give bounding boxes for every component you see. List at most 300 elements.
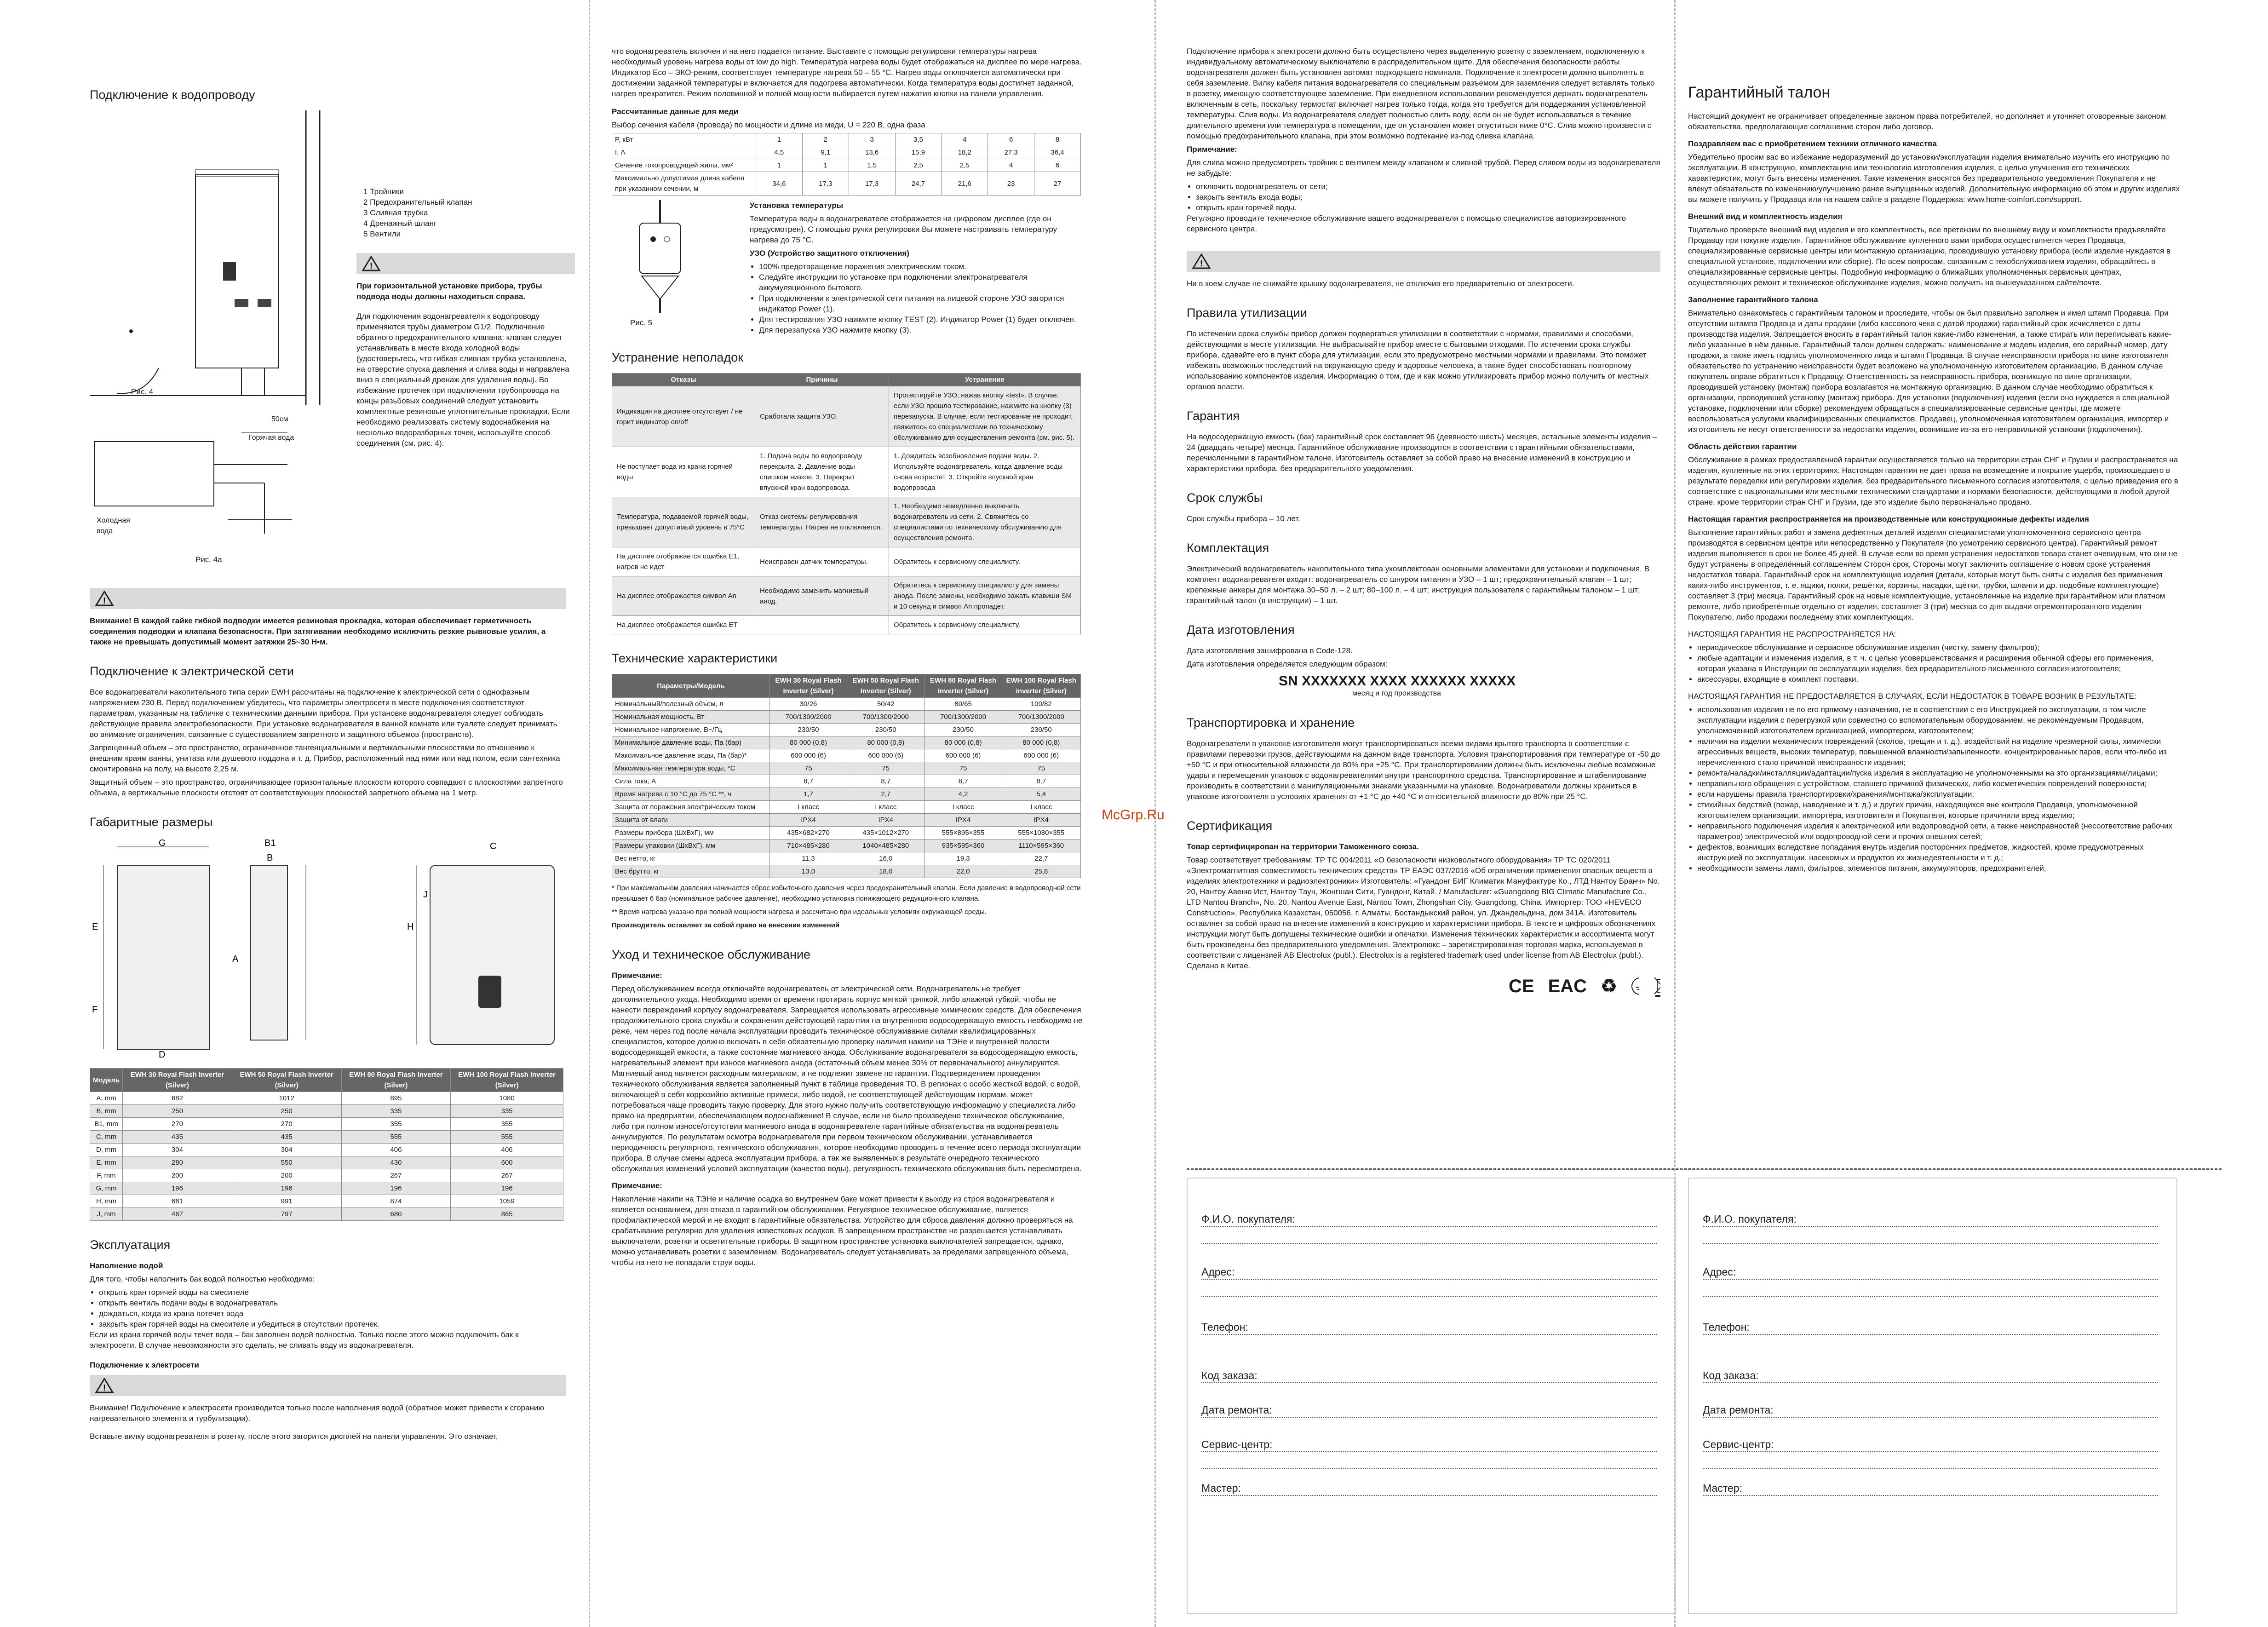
table-cell: 797 [232,1208,341,1221]
form-field[interactable] [1703,1404,2158,1416]
table-cell: 270 [123,1118,232,1131]
form-field-label: Мастер: [1201,1482,1241,1494]
table-cell: 700/1300/2000 [924,711,1002,724]
form-field[interactable] [1201,1321,1657,1334]
table-cell: Обратитесь к сервисному специалисту. [889,616,1081,634]
table-cell: 1 [756,133,803,146]
figure-4-diagram [90,110,347,409]
form-field[interactable] [1201,1404,1657,1416]
form-field[interactable] [1201,1482,1657,1495]
table-cell: 200 [123,1169,232,1182]
table-row [90,1118,563,1131]
form-field-line[interactable] [1703,1279,2158,1280]
table-cell: Сработала защита УЗО. [755,386,889,447]
col4-intro: Настоящий документ не ограничивает определенные законом права потребителей, но дополняет и уточняет оговоренные законом обязательства, предполагающие соглашение сторон либо договор. [1688,112,2166,131]
table-cell: 406 [341,1144,451,1156]
warning-icon [1192,253,1211,269]
form-field[interactable] [1703,1213,2158,1225]
table-cell: 250 [232,1105,341,1118]
table-cell: 600 000 (6) [770,749,847,762]
congrats-text: Убедительно просим вас во избежание недоразумений до установки/эксплуатации изделия внимательно изучить его инструкцию по эксплуатации. В конструкцию, комплектацию или технологию изготовления изделия, с целью улучшения его технических характеристик, могут быть внесены изменения. Такие изменения вносятся без предварительного уведомления Покупателя и не влекут обязательств по изменению/улучшению ранее выпущенных изделий. Дополнительную информацию об этом и других изделиях вы можете получить у Продавца или на нашем сайте в разделе Поддержка: www.home-comfort.com/support. [1688,153,2180,204]
util-text: По истечении срока службы прибор должен подвергаться утилизации в соответствии с нормами, правилами и способами, действующими в месте утилизации. Не выбрасывайте прибор вместе с бытовыми отходами. По истечении срока службы прибора, сдавайте его в пункт сбора для утилизации, если это предусмотрено местными нормами и правилами. Это поможет избежать возможных последствий на окружающую среду и здоровье человека, а также будет способствовать повторному использованию компонентов изделия. Информацию о том, где и как можно утилизировать прибор можно получить от местных органов власти. [1187,329,1649,391]
part-item: 2 Предохранительный клапан [363,198,472,207]
dim-label: D [159,1050,166,1058]
list-item: • открыть кран горячей воды на смесителе [99,1287,566,1298]
transport-text: Водонагреватели в упаковке изготовителя могут транспортироваться всеми видами крытого транспорта в соответствии с правилами перевозки грузов, действующими на данном виде транспорта. Условия транспортирования при температуре от -50 до +50 °С и при относительной влажности до 80% при +25 °С. При транспортировании должны быть исключены любые возможные удары и перемещения упаковок с водонагревателями внутри транспортного средства. Транспортирование и штабелирование производить в соответствии с манипуляционными знаками указанными на упаковке. Водонагреватели должны храниться в упаковке изготовителя в условиях хранения от +1 °С до +40 °С и относительной влажности до 80% при 25 °С. [1187,739,1660,801]
table-cell: P, кВт [612,133,756,146]
table-header-cell: EWH 80 Royal Flash Inverter (Silver) [924,674,1002,698]
warranty-card-title: Гарантийный талон [1688,84,1831,101]
table-cell: IPX4 [1002,814,1080,827]
cut-line [1187,1168,2222,1170]
table-row [612,827,1081,839]
section-title-life: Срок службы [1187,491,1263,505]
table-row [90,1195,563,1208]
table-cell: 11,3 [770,852,847,865]
table-cell: G, mm [90,1182,123,1195]
plug-text: Вставьте вилку водонагревателя в розетку, после этого загорится дисплей на панели управления. Это означает, [90,1432,498,1441]
table-cell: Максимально допустимая длина кабеля при указанном сечении, м [612,172,756,195]
table-cell: Температура, подаваемой горячей воды, превышает допустимый уровень в 75°С [612,497,755,547]
section-title-transport: Транспортировка и хранение [1187,716,1355,730]
svg-text:!: ! [370,261,373,270]
table-cell: 700/1300/2000 [847,711,925,724]
warning-bar [90,1375,566,1396]
table-cell: I класс [924,801,1002,814]
section-title-cert: Сертификация [1187,819,1273,833]
table-row [90,1182,563,1195]
table-cell: 1 [756,159,803,172]
list-item: • открыть вентиль подачи воды в водонагреватель [99,1298,566,1308]
svg-text:!: ! [103,596,106,605]
figure-5-caption: Рис. 5 [630,318,653,327]
table-cell: 600 000 (6) [1002,749,1080,762]
table-cell: IPX4 [847,814,925,827]
fill-note: Если из крана горячей воды течет вода – бак заполнен водой полностью. Только после этого можно подключить бак к электросети. В случае невозможности это сделать, не сливать воду из водонагревателя. [90,1330,519,1350]
congrats-title: Поздравляем вас с приобретением техники отличного качества [1688,139,1937,148]
table-header-cell: EWH 50 Royal Flash Inverter (Silver) [847,674,925,698]
hot-water-label: Горячая вода [248,434,294,442]
spread-title: Настоящая гарантия распространяется на производственные или конструкционные дефекты изделия [1688,515,2089,523]
list-item: • закрыть кран горячей воды на смесителе и убедиться в отсутствии протечек. [99,1319,566,1329]
table-cell: 600 000 (6) [847,749,925,762]
table-cell: 4 [942,133,988,146]
section-title-water: Подключение к водопроводу [90,88,255,102]
table-cell: 80/65 [924,698,1002,711]
weee-bin-icon [1653,976,1660,997]
table-cell: 555 [451,1131,563,1144]
table-row [612,801,1081,814]
form-field[interactable] [1703,1482,2158,1495]
table-cell [755,616,889,634]
table-cell: IPX4 [770,814,847,827]
table-header-cell: Устранение [889,374,1081,386]
table-cell: Обратитесь к сервисному специалисту для замены анода. После замены, необходимо зажать клавиши SM и 10 секунд и символ An пропадет. [889,576,1081,616]
table-row [612,698,1081,711]
cold-water-label: Холодная вода [97,517,130,535]
form-field[interactable] [1703,1321,2158,1334]
table-header-cell: Отказы [612,374,755,386]
note-title: Примечание: [1187,145,1237,154]
list-item: • неправильного подключения изделия к электрической или водопроводной сети, а также неисправностей (несоответствие рабочих параметров) электрической или водопроводной сети и прочих внешних сетей; [1697,821,2180,842]
svg-text:!: ! [1200,259,1203,268]
table-row [90,1092,563,1105]
column-2 [612,46,1083,1271]
form-field[interactable] [1703,1266,2158,1278]
figure-4a-caption: Рис. 4а [195,555,222,564]
install-notes [356,248,575,451]
table-cell: 196 [232,1182,341,1195]
list-item: • необходимости замены ламп, фильтров, элементов питания, аккумуляторов, предохранителей, [1697,863,2180,874]
warning-text-2: Ни в коем случае не снимайте крышку водонагревателя, не отключив его предварительно от электросети. [1187,279,1574,288]
form-field-line[interactable] [1201,1495,1657,1496]
part-item: 4 Дренажный шланг [363,219,437,228]
table-cell: Размеры прибора (ШxВxГ), мм [612,827,770,839]
form-field-line[interactable] [1703,1296,2158,1297]
table-cell: Максимальное давление воды, Па (бар)* [612,749,770,762]
attention-text: Внимание! В каждой гайке гибкой подводки имеется резиновая прокладка, которая обеспечивает герметичность соединения подводки и клапана безопасности. При затягивании необходимо исключить резкие рывковые усилия, а также не превышать допустимый момент затяжки 25~30 Н•м. [90,616,546,646]
table-cell: Защита от поражения электрическим током [612,801,770,814]
table-cell: J, mm [90,1208,123,1221]
table-cell: 8,7 [924,775,1002,788]
fill-steps [90,1287,566,1329]
table-cell: 1. Дождитесь возобновления подачи воды. 2. Используйте водонагреватель, когда давление воды снова возрастет. 3. Откройте впускной кран водопровода [889,447,1081,497]
table-cell: Сила тока, А [612,775,770,788]
table-cell: 75 [847,762,925,775]
tech-specs-table [612,674,1081,878]
table-cell: Протестируйте УЗО, нажав кнопку «test». В случае, если УЗО прошло тестирование, нажмите на кнопку (3) перезапуска. В случае, если тестирование не проходит, свяжитесь со специалистами по техническому обслуживанию для осуществления ремонта (см. рис. 5). [889,386,1081,447]
table-header-cell: EWH 50 Royal Flash Inverter (Silver) [232,1069,341,1092]
table-row [612,724,1081,736]
dim-label: J [423,890,428,900]
table-cell: Обратитесь к сервисному специалисту. [889,547,1081,576]
form-field-line[interactable] [1703,1495,2158,1496]
table-cell: B1, mm [90,1118,123,1131]
list-item: • наличия на изделии механических повреждений (сколов, трещин и т. д.), воздействий на изделие чрезмерной силы, химически агрессивных веществ, высоких температур, повышенной влажности/запыленности, концентрированных паров, если что-либо из перечисленного стало причиной неисправности изделия; [1697,736,2180,768]
table-cell: Не поступает вода из крана горячей воды [612,447,755,497]
form-field-label: Дата ремонта: [1201,1404,1272,1416]
table-cell: 36,4 [1034,146,1081,159]
table-cell: 267 [451,1169,563,1182]
table-cell: 406 [451,1144,563,1156]
part-item: 5 Вентили [363,230,401,238]
form-field-line[interactable] [1201,1296,1657,1297]
table-cell: 4 [988,159,1034,172]
table-cell: На дисплее отображается символ An [612,576,755,616]
serial-number-format: SN XXXXXXX XXXX XXXXXX XXXXX [1279,673,1516,689]
table-cell: 335 [451,1105,563,1118]
notgiven-title: НАСТОЯЩАЯ ГАРАНТИЯ НЕ ПРЕДОСТАВЛЯЕТСЯ В СЛУЧАЯХ, ЕСЛИ НЕДОСТАТОК В ТОВАРЕ ВОЗНИК В РЕЗУЛЬТАТЕ: [1688,692,2136,701]
table-cell: Время нагрева с 10 °С до 75 °С **, ч [612,788,770,801]
date-text-2: Дата изготовления определяется следующим образом: [1187,660,1388,668]
table-cell: 874 [341,1195,451,1208]
table-row [612,616,1081,634]
table-cell: 1040×485×280 [847,839,925,852]
table-cell: 2 [802,133,849,146]
table-row [612,172,1081,195]
table-cell: 4,5 [756,146,803,159]
table-cell: 100/82 [1002,698,1080,711]
cert-title: Товар сертифицирован на территории Таможенного союза. [1187,842,1419,851]
section-title-tech: Технические характеристики [612,651,778,665]
table-row [612,814,1081,827]
dimensions-diagram [90,838,566,1058]
table-row [90,1131,563,1144]
table-cell: Вес нетто, кг [612,852,770,865]
notapply-list [1688,642,2180,684]
dim-label: A [232,954,239,964]
table-cell: 5,4 [1002,788,1080,801]
form-field[interactable] [1703,1369,2158,1382]
table-header-cell: EWH 30 Royal Flash Inverter (Silver) [123,1069,232,1092]
table-cell: Неисправен датчик температуры. [755,547,889,576]
serial-number-caption: месяц и год производства [1352,690,1441,697]
table-cell: 230/50 [1002,724,1080,736]
table-cell: 75 [770,762,847,775]
table-cell: 27 [1034,172,1081,195]
table-cell: 9,1 [802,146,849,159]
form-field-line[interactable] [1201,1382,1657,1383]
form-field[interactable] [1703,1438,2158,1451]
table-row [612,788,1081,801]
form-field-line[interactable] [1201,1451,1657,1452]
table-cell: 435×682×270 [770,827,847,839]
table-cell: 196 [451,1182,563,1195]
date-text-1: Дата изготовления зашифрована в Code-128. [1187,646,1353,655]
table-cell: 600 [451,1156,563,1169]
table-cell: 8 [1034,133,1081,146]
eac-mark-icon: EAC [1548,976,1587,996]
table-cell: 34,6 [756,172,803,195]
table-cell: H, mm [90,1195,123,1208]
note-text: Для слива можно предусмотреть тройник с вентилем между клапаном и сливной трубой. Перед сливом воды из водонагревателя не забудьте: [1187,158,1660,178]
watermark: McGrp.Ru [1102,807,1165,822]
section-title-trouble: Устранение неполадок [612,351,744,364]
dim-label: C [490,841,497,851]
table-cell: 27,3 [988,146,1034,159]
dim-label: B1 [264,838,276,848]
table-row [612,865,1081,878]
dim-label: H [407,922,414,932]
table-cell: 304 [232,1144,341,1156]
table-row [612,852,1081,865]
table-cell: 355 [451,1118,563,1131]
table-cell: 710×485×280 [770,839,847,852]
form-field-line[interactable] [1201,1243,1657,1244]
list-item: • открыть кран горячей воды. [1196,202,1660,213]
table-row [90,1144,563,1156]
table-header-cell: Модель [90,1069,123,1092]
section-title-electric: Подключение к электрической сети [90,664,294,678]
area-title: Область действия гарантии [1688,442,1797,451]
warning-icon [95,591,114,606]
form-field-line[interactable] [1703,1226,2158,1227]
care-note-2: Накопление накипи на ТЭНе и наличие осадка во внутреннем баке может привести к выходу из строя водонагревателя и является основанием, для отказа в гарантийном обслуживании. Регулярное техническое обслуживание, является профилактической мерой и не входит в гарантийные обязательства. Устройство для сброса давления должно проверяться на срабатывание регулярно для удаления известковых осадков. В запрещенном пространстве не разрешается устанавливать выключатели, розетки и осветительные приборы. В защитном пространстве установка выключателей запрещается, однако, можно устанавливать розетки с заземлением. Водонагреватель следует устанавливать за пределами запрещенного объема, чтобы на него не попадали струи воды. [612,1195,1073,1267]
list-item: • использования изделия не по его прямому назначению, не в соответствии с его Инструкцией по эксплуатации, в том числе эксплуатации изделия с перегрузкой или совместно со вспомогательным оборудованием, не рекомендуемым Продавцом, уполномоченной изготовителем организацией, импортером, изготовителем; [1697,704,2180,736]
rcd-title: УЗО (Устройство защитного отключения) [750,249,909,258]
form-field[interactable] [1201,1369,1657,1382]
table-cell: 17,3 [849,172,895,195]
form-field-label: Ф.И.О. покупателя: [1201,1213,1295,1225]
section-title-kit: Комплектация [1187,541,1269,555]
table-cell: 196 [123,1182,232,1195]
notgiven-list [1688,704,2180,874]
repair-form-right [1688,1178,2177,1614]
table-header-cell: EWH 100 Royal Flash Inverter (Silver) [451,1069,563,1092]
warning-bar [356,253,575,274]
table-cell: 230/50 [924,724,1002,736]
table-cell: B, mm [90,1105,123,1118]
table-cell: 6 [988,133,1034,146]
list-item: • закрыть вентиль входа воды; [1196,192,1660,202]
table-cell: 555 [341,1131,451,1144]
table-header-cell: EWH 80 Royal Flash Inverter (Silver) [341,1069,451,1092]
warning-icon [95,1378,114,1393]
table-cell: 8,7 [770,775,847,788]
table-cell: 15,9 [895,146,942,159]
notapply-title: НАСТОЯЩАЯ ГАРАНТИЯ НЕ РАСПРОСТРАНЯЕТСЯ НА: [1688,630,1896,638]
list-item: • Следуйте инструкции по установке при подключении электронагревателя аккумуляционного бытового. [759,272,1081,293]
conn-title: Подключение к электросети [90,1361,199,1369]
table-cell: На дисплее отображается ошибка E1, нагрев не идет [612,547,755,576]
ground-icon [1631,977,1639,995]
form-field[interactable] [1201,1438,1657,1451]
rcd-device-icon [621,200,699,315]
form-field-label: Дата ремонта: [1703,1404,1774,1416]
table-cell: 24,7 [895,172,942,195]
table-row [612,386,1081,447]
forbidden-volume-text: Запрещенный объем – это пространство, ограниченное тангенциальными и вертикальными плоскостями по отношению к внешним краям ванны, унитаза или душевого поддона и т. д. Прибор, расположенный над ними или над полом, если сантехника смонтирована на полу, на высоте 2,25 м. [90,743,560,773]
table-cell: 435×1012×270 [847,827,925,839]
form-field-line[interactable] [1201,1279,1657,1280]
table-row [612,547,1081,576]
cert-marks [1509,976,1660,997]
form-field[interactable] [1201,1266,1657,1278]
table-row [612,133,1081,146]
column-3 [1187,46,1660,997]
section-title-dims: Габаритные размеры [90,815,213,829]
table-cell: 230/50 [770,724,847,736]
table-cell: F, mm [90,1169,123,1182]
form-field-line[interactable] [1703,1417,2158,1418]
form-field[interactable] [1201,1213,1657,1225]
list-item: • неправильного обращения с устройством, ставшего причиной физических, либо косметических повреждений поверхности; [1697,778,2180,789]
table-header-cell: Причины [755,374,889,386]
form-field-line[interactable] [1201,1417,1657,1418]
section-title-use: Эксплуатация [90,1238,171,1252]
form-field-line[interactable] [1201,1334,1657,1335]
spread-text: Выполнение гарантийных работ и замена дефектных деталей изделия специалистами уполномоченного сервисного центра производятся в сервисном центре или непосредственно у Покупателя (по усмотрению сервисного центра). Гарантийный ремонт изделия выполняется в срок не более 45 дней. В случае если во время устранения недостатков товара станет очевидным, что они не будут устранены в определённый соглашением Сторон срок, Стороны могут заключить соглашение о новом сроке устранения недостатков товара. Гарантийный срок на комплектующие изделия (детали, которые могут быть сняты с изделия без применения каких-либо инструментов, т. е. ящики, полки, решётки, корзины, насадки, щётки, трубки, шланги и др. подобные комплектующие) составляет 3 (три) месяца. Гарантийный срок на новые комплектующие, установленные на изделие при гарантийном или платном ремонте, либо приобретённые отдельно от изделия, составляет 3 (три) месяца со дня выдачи отремонтированного изделия Покупателю, либо продажи последнему этих комплектующих. [1688,528,2178,621]
form-field-line[interactable] [1703,1451,2158,1452]
form-field-line[interactable] [1703,1243,2158,1244]
form-field-line[interactable] [1201,1468,1657,1469]
form-field-line[interactable] [1703,1382,2158,1383]
dim-50cm: 50см [271,415,288,423]
electric-text: Все водонагреватели накопительного типа серии EWH рассчитаны на подключение к электрической сети с однофазным напряжением 230 В. Перед подключением убедитесь, что параметры электросети в месте подключения соответствуют параметрам, указанным на табличке с техническими данными прибора. При установке водонагревателя следует соблюдать действующие правила электробезопасности. При установке водонагревателя в ванной комнате или туалете следует принимать во внимание ограничения, связанные с существованием запретного и защитного объемов (пространств). [90,688,557,739]
table-cell: 1. Необходимо немедленно выключить водонагреватель из сети. 2. Свяжитесь со специалистами по техническому обслуживанию для осуществления ремонта. [889,497,1081,547]
parts-list [363,186,501,239]
table-cell: 1080 [451,1092,563,1105]
fold-line [589,0,590,1627]
table-cell: 80 000 (0,8) [1002,736,1080,749]
look-text: Тщательно проверьте внешний вид изделия и его комплектность, все претензии по внешнему виду и комплектности предъявляйте Продавцу при покупке изделия. Гарантийное обслуживание купленного вами прибора осуществляется через Продавца, специализированные сервисные центры или монтажную организацию, проводившую установку прибора (если изделие нуждается в специальной установке, подключении или сборке). По всем вопросам, связанным с техобслуживанием изделия, обращайтесь в специализированные сервисные центры. Подробную информацию о ближайших уполномоченных сервисных центрах, осуществляющих ремонт и техническое обслуживание изделия, можно получить на вышеуказанном сайте/почте. [1688,225,2170,287]
table-header-cell: EWH 30 Royal Flash Inverter (Silver) [770,674,847,698]
form-field-label: Адрес: [1703,1266,1736,1278]
table-cell: 16,0 [847,852,925,865]
form-field-label: Сервис-центр: [1201,1438,1273,1450]
list-item: • любые адаптации и изменения изделия, в т. ч. с целью усовершенствования и расширения обычной сферы его применения, которая указана в Инструкции по эксплуатации изделия, без предварительного письменного согласия изготовителя; [1697,653,2180,674]
table-cell: 8,7 [1002,775,1080,788]
table-cell: 435 [123,1131,232,1144]
table-header-cell: EWH 100 Royal Flash Inverter (Silver) [1002,674,1080,698]
table-cell: 280 [123,1156,232,1169]
table-cell: I класс [847,801,925,814]
table-cell: 21,6 [942,172,988,195]
form-field-line[interactable] [1703,1468,2158,1469]
fill-card-title: Заполнение гарантийного талона [1688,295,1818,304]
table-cell: На дисплее отображается ошибка ET [612,616,755,634]
table-cell: Номинальный/полезный объем, л [612,698,770,711]
column-1 [90,64,570,1444]
list-item: • отключить водонагреватель от сети; [1196,181,1660,192]
table-cell: 355 [341,1118,451,1131]
table-cell: 430 [341,1156,451,1169]
table-cell: 4,2 [924,788,1002,801]
table-cell: 661 [123,1195,232,1208]
column-4 [1688,64,2180,874]
form-field-label: Сервис-центр: [1703,1438,1774,1450]
figure-4a-diagram [90,414,347,566]
form-field-line[interactable] [1703,1334,2158,1335]
table-cell: D, mm [90,1144,123,1156]
table-cell: 2,5 [895,159,942,172]
table-cell: Номинальная мощность, Вт [612,711,770,724]
table-cell: 25,8 [1002,865,1080,878]
temp-text: Температура воды в водонагревателе отображается на цифровом дисплее (где он предусмотрен). С помощью ручки регулировки Вы можете настраивать температуру нагрева до 75 °С. [750,214,1057,244]
recycle-icon: ♻ [1601,976,1617,996]
cable-subtitle: Выбор сечения кабеля (провода) по мощности и длине из меди, U = 220 В, одна фаза [612,121,925,129]
section-title-date: Дата изготовления [1187,623,1295,637]
table-cell: 196 [341,1182,451,1195]
table-cell: 1059 [451,1195,563,1208]
kit-text: Электрический водонагреватель накопительного типа укомплектован основными элементами для установки и подключения. В комплект водонагревателя входит: водонагреватель со шнуром питания и УЗО – 1 шт; предохранительный клапан – 1 шт; крепежные анкеры для монтажа 30–50 л. – 2 шт; 80–100 л. – 4 шт; инструкция пользователя с гарантийным талоном – 1 шт; гарантийный талон (в инструкции) – 1 шт. [1187,564,1650,605]
table-cell: Индикация на дисплее отсутствует / не горит индикатор on/off [612,386,755,447]
form-field-label: Телефон: [1703,1321,1750,1333]
table-cell: 3,5 [895,133,942,146]
table-cell: 230/50 [847,724,925,736]
table-cell: 2,5 [942,159,988,172]
table-cell: 865 [451,1208,563,1221]
table-cell: Вес брутто, кг [612,865,770,878]
table-cell: Номинальное напряжение, В~/Гц [612,724,770,736]
form-field-line[interactable] [1201,1226,1657,1227]
list-item: • Для перезапуска УЗО нажмите кнопку (3). [759,325,1081,335]
table-cell: 18,2 [942,146,988,159]
table-header-cell: Параметры/Модель [612,674,770,698]
conn-warning: Внимание! Подключение к электросети производится только после наполнения водой (обратное может привести к сгоранию нагревательного элемента и турбулизации). [90,1403,545,1423]
list-item: • 100% предотвращение поражения электрическим током. [759,261,1081,272]
table-cell: Необходимо заменить магниевый анод. [755,576,889,616]
table-cell: 30/26 [770,698,847,711]
table-cell: 75 [924,762,1002,775]
section-title-util: Правила утилизации [1187,306,1307,320]
cert-text: Товар соответствует требованиям: ТР ТС 004/2011 «О безопасности низковольтного оборудования» ТР ТС 020/2011 «Электромагнитная совместимость технических средств» ТР ЕАЭС 037/2016 «Об ограничении применения опасных веществ в изделиях электротехники и радиоэлектроники» Изготовитель: «Гуандонг БИГ Климатик Мануфактуре Ко., ЛТД Нантоу Бранч» No. 20, Нантоу Авеню Ист, Нантоу Таун, Жонгшан Сити, Гуандонг, Китай. / Manufacturer: «Guangdong BIG Climatic Manufacture Co., LTD Nantou Branch», No. 20, Nantou Avenue East, Nantou Town, Zhongshan City, Guangdong, China. Импортер: ТОО «HEVECO Construction», Республика Казахстан, 050056, г. Алматы, Бостандыкский район, ул. Джандельдина, дом 341А. Изготовитель оставляет за собой право на внесение изменений в конструкцию и характеристики прибора. В тексте и цифровых обозначениях инструкции могут быть допущены технические ошибки и опечатки. Изменения технических характеристик и ассортимента могут быть произведены без предварительного уведомления. Электролюкс – зарегистрированная торговая марка, используемая в соответствии с лицензией AB Electrolux (publ.). Electrolux is a registered trademark used under license from AB Electrolux (publ.). Сделано в Китае. [1187,856,1660,970]
table-row [612,146,1081,159]
table-cell: 335 [341,1105,451,1118]
table-cell: 1012 [232,1092,341,1105]
table-row [612,159,1081,172]
table-cell: 1. Подача воды по водопроводу перекрыта. 2. Давление воды слишком низкое. 3. Перекрыт впускной кран водопровода. [755,447,889,497]
